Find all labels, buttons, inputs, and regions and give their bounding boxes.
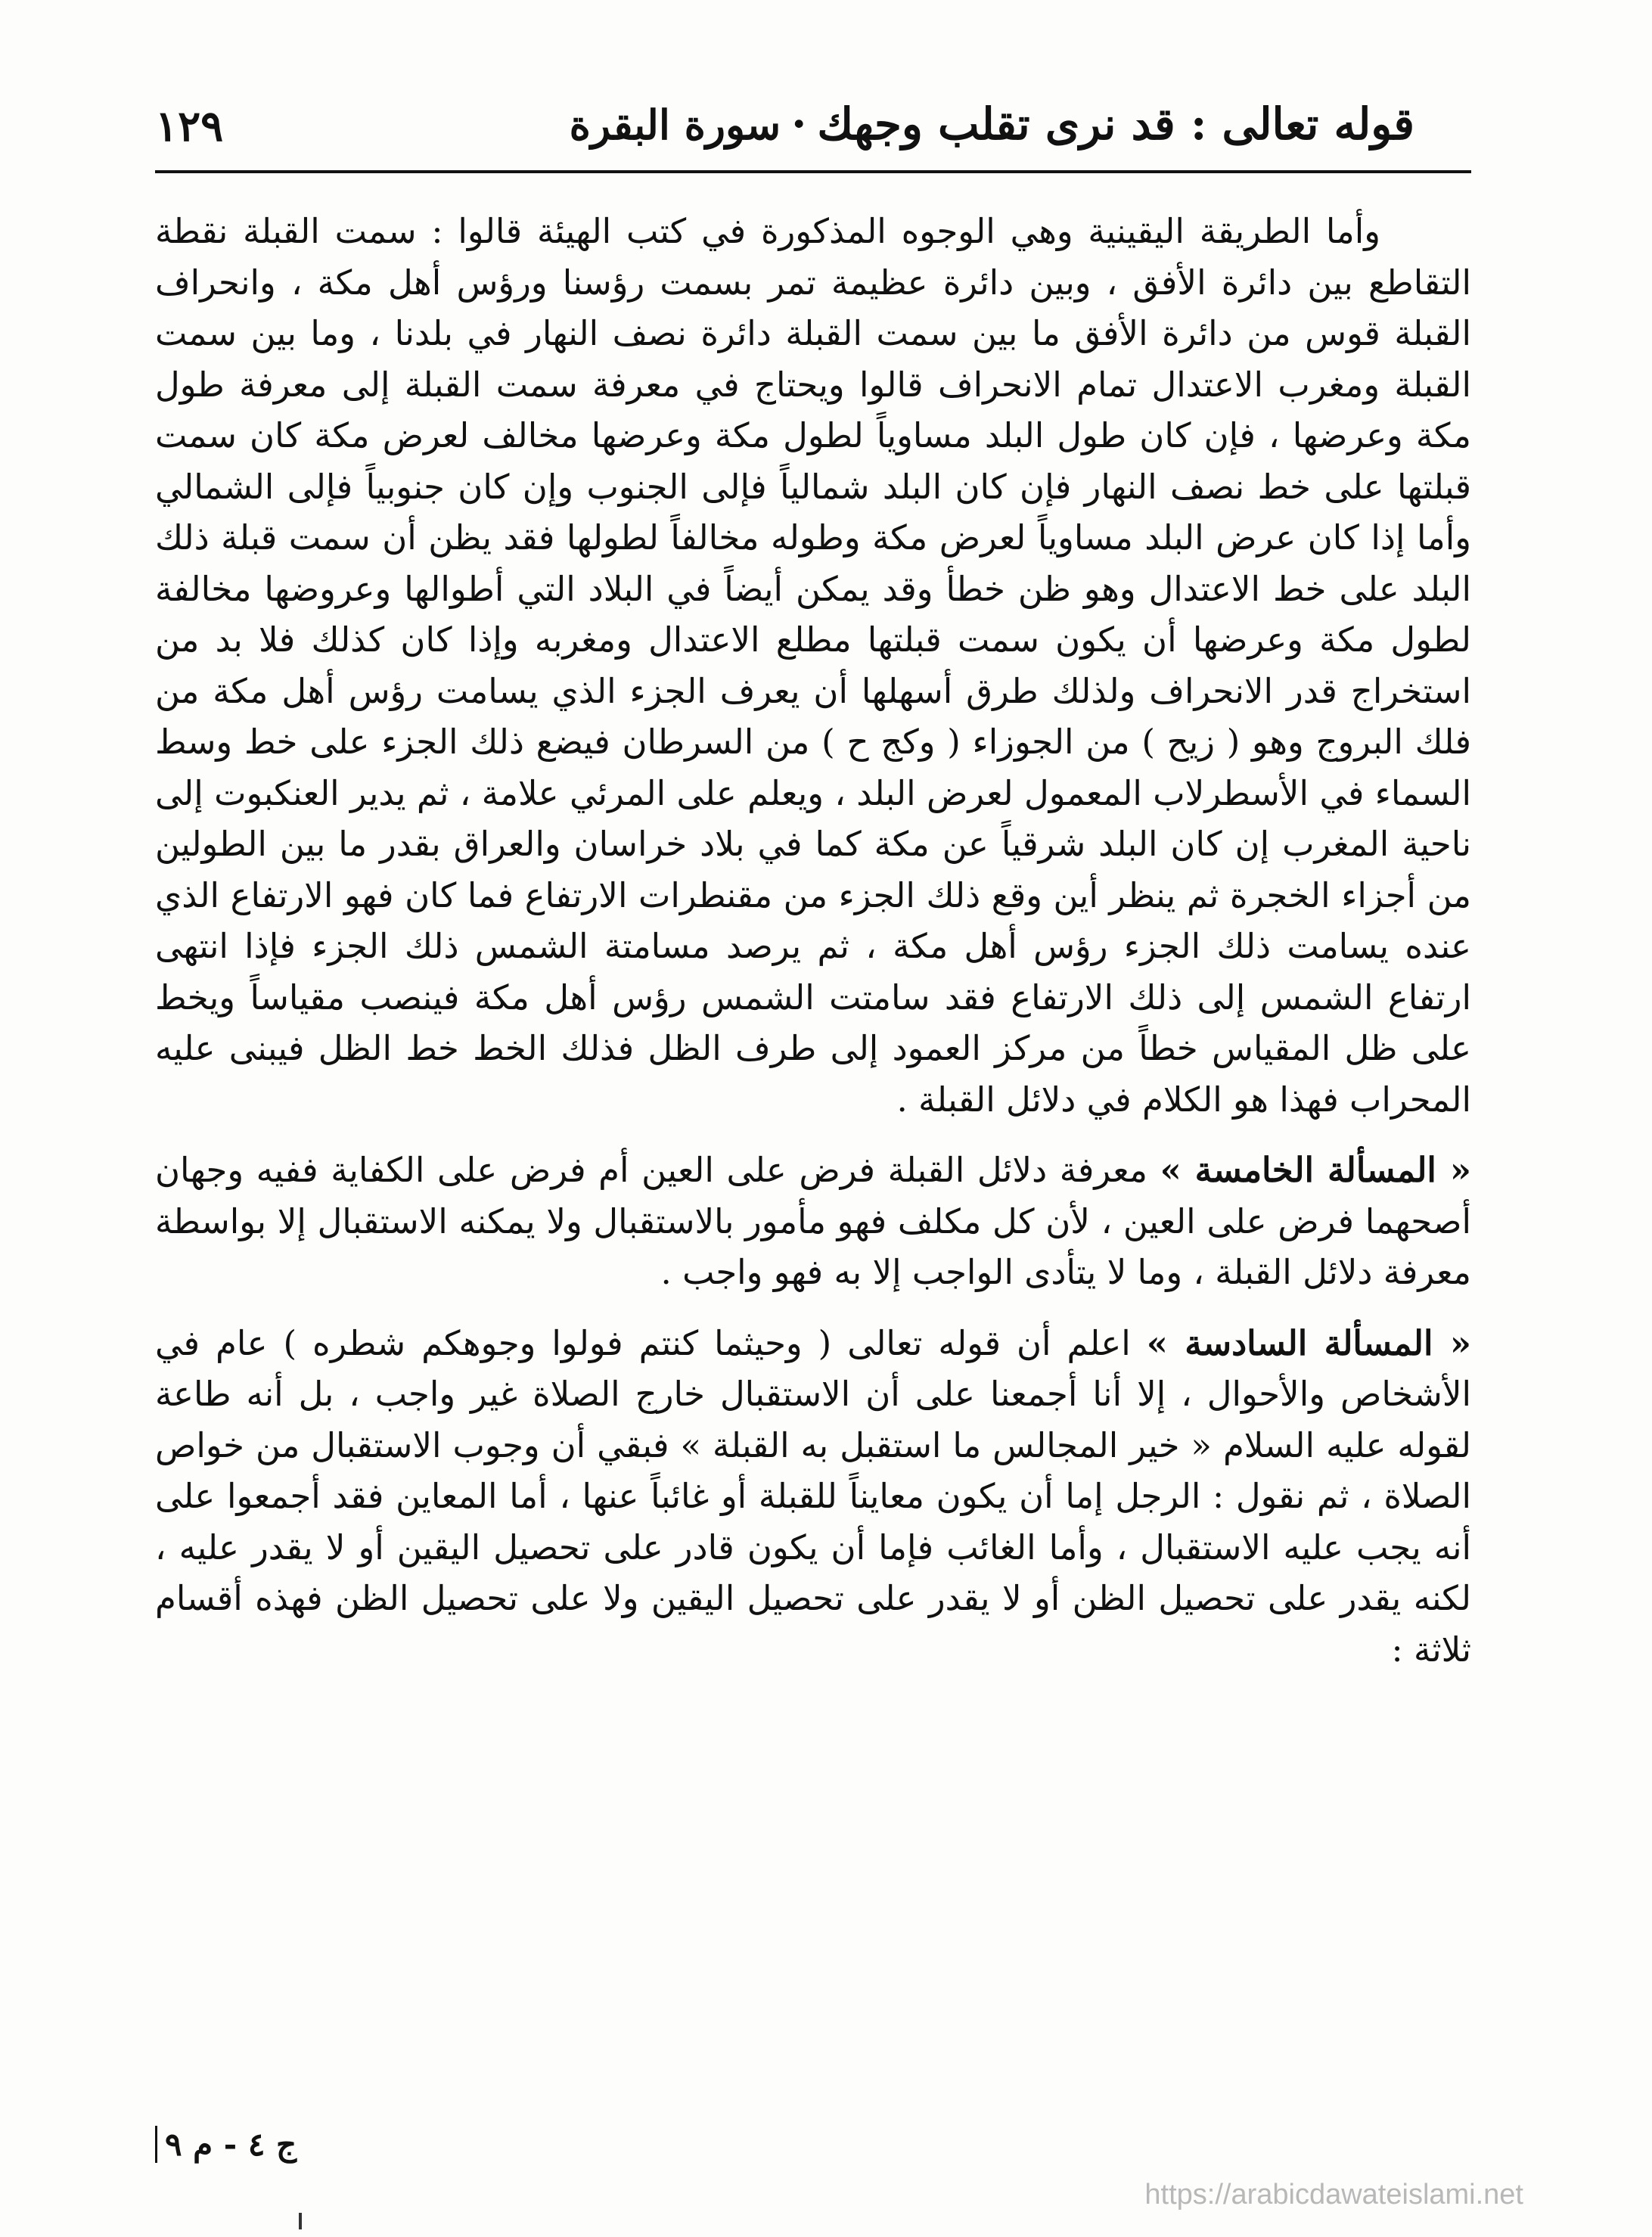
paragraph-sixth-issue (155, 1318, 1471, 1676)
section-heading: « المسألة الخامسة » (1160, 1150, 1471, 1190)
paragraph-qibla-method (155, 206, 1471, 1125)
running-title (570, 98, 1414, 150)
page-header (155, 91, 1467, 174)
paragraph-fifth-issue (155, 1145, 1471, 1298)
header-divider (155, 170, 1471, 173)
print-mark (299, 2213, 302, 2229)
website-watermark: https://arabicdawateislami.net (1144, 2179, 1523, 2211)
volume-signature: ج ٤ - م ٩ (155, 2126, 297, 2163)
main-text (155, 206, 1471, 1675)
paragraph-text: اعلم أن قوله تعالى ( وحيثما كنتم فولوا وجوهكم شطره ) عام في الأشخاص والأحوال ، إلا أنا أجمعنا على أن الاستقبال خارج الصلاة غير واجب ، بل أنه طاعة لقوله عليه السلام « خير المجالس ما استقبل به القبلة » فبقي أن وجوب الاستقبال من خواص الصلاة ، ثم نقول : الرجل إما أن يكون معايناً للقبلة أو غائباً عنها ، أما المعاين فقد أجمعوا على أنه يجب عليه الاستقبال ، وأما الغائب فإما أن يكون قادر على تحصيل اليقين أو لا يقدر عليه ، لكنه يقدر على تحصيل الظن أو لا يقدر على تحصيل اليقين ولا على تحصيل الظن فهذه أقسام ثلاثة : (155, 1322, 1471, 1670)
running-title-text: قوله تعالى : قد نرى تقلب وجهك (817, 98, 1414, 150)
title-separator: · (791, 98, 807, 150)
section-heading: « المسألة السادسة » (1146, 1322, 1471, 1363)
paragraph-text: معرفة دلائل القبلة فرض على العين أم فرض على الكفاية ففيه وجهان أصحهما فرض على العين ، لأن كل مكلف فهو مأمور بالاستقبال ولا يمكنه الاستقبال إلا بواسطة معرفة دلائل القبلة ، وما لا يتأدى الواجب إلا به فهو واجب . (155, 1150, 1471, 1292)
surah-name: سورة البقرة (569, 101, 781, 149)
paragraph-text: وأما الطريقة اليقينية وهي الوجوه المذكورة في كتب الهيئة قالوا : سمت القبلة نقطة التقاطع بين دائرة الأفق ، وبين دائرة عظيمة تمر بسمت رؤسنا ورؤس أهل مكة ، وانحراف القبلة قوس من دائرة الأفق ما بين سمت القبلة دائرة نصف النهار في بلدنا ، وما بين سمت القبلة ومغرب الاعتدال تمام الانحراف قالوا ويحتاج في معرفة سمت القبلة إلى معرفة طول مكة وعرضها ، فإن كان طول البلد مساوياً لطول مكة وعرضها مخالف لعرض مكة كان سمت قبلتها على خط نصف النهار فإن كان البلد شمالياً فإلى الجنوب وإن كان جنوبياً فإلى الشمالي وأما إذا كان عرض البلد مساوياً لعرض مكة وطوله مخالفاً لطولها فقد يظن أن سمت قبلة ذلك البلد على خط الاعتدال وهو ظن خطأ وقد يمكن أيضاً في البلاد التي أطوالها وعروضها مخالفة لطول مكة وعرضها أن يكون سمت قبلتها مطلع الاعتدال ومغربه وإذا كان كذلك فلا بد من استخراج قدر الانحراف ولذلك طرق أسهلها أن يعرف الجزء الذي يسامت رؤس أهل مكة من فلك البروج وهو ( زيح ) من الجوزاء ( وكج ح ) من السرطان فيضع ذلك الجزء على خط وسط السماء في الأسطرلاب المعمول لعرض البلد ، ويعلم على المرئي علامة ، ثم يدير العنكبوت إلى ناحية المغرب إن كان البلد شرقياً عن مكة كما في بلاد خراسان والعراق بقدر ما بين الطولين من أجزاء الخجرة ثم ينظر أين وقع ذلك الجزء من مقنطرات الارتفاع فما كان فهو الارتفاع الذي عنده يسامت ذلك الجزء رؤس أهل مكة ، ثم يرصد مسامتة الشمس ذلك الجزء فإذا انتهى ارتفاع الشمس إلى ذلك الارتفاع فقد سامتت الشمس رؤس أهل مكة فينصب مقياساً ويخط على ظل المقياس خطاً من مركز العمود إلى طرف الظل فذلك الخط خط الظل فيبنى عليه المحراب فهذا هو الكلام في دلائل القبلة . (155, 211, 1471, 1120)
page-number: ١٢٩ (155, 101, 224, 151)
